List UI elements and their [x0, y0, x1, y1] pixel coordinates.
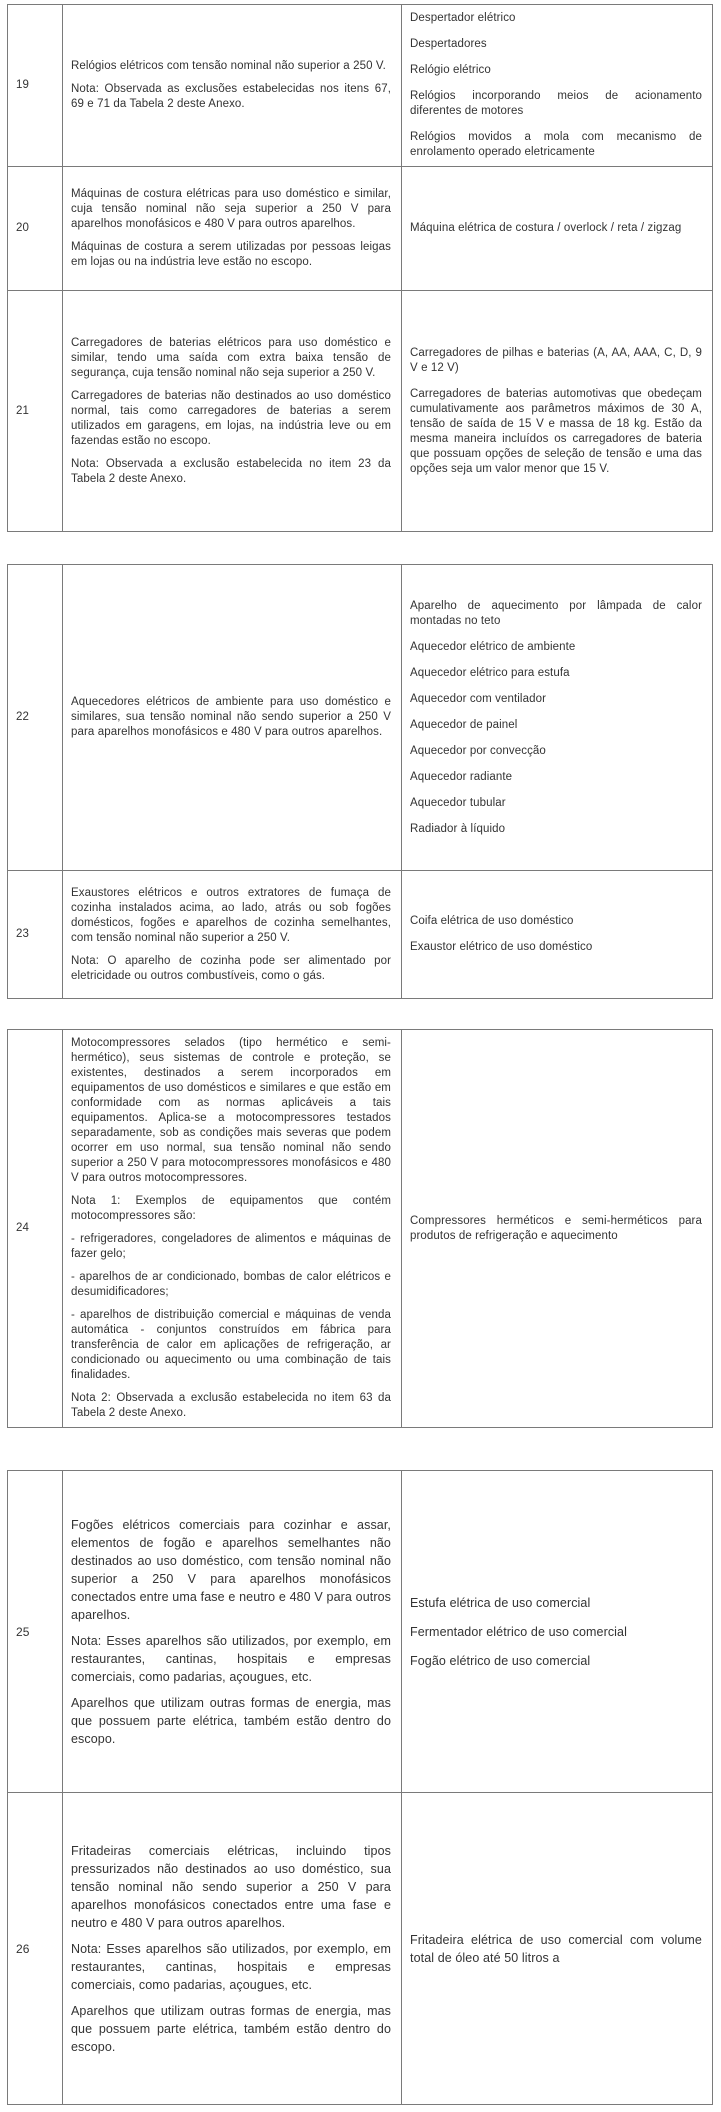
product-item: Coifa elétrica de uso doméstico: [410, 915, 574, 927]
item-products: [402, 871, 713, 999]
table-row-20: [8, 167, 713, 291]
product-item: Radiador à líquido: [410, 822, 506, 835]
product-item: Fogão elétrico de uso comercial: [410, 1653, 591, 1668]
description-bullet: - refrigeradores, congeladores de alimentos e máquinas de fazer gelo;: [71, 1233, 391, 1260]
description-note: Nota 2: Observada a exclusão estabelecida no item 63 da Tabela 2 deste Anexo.: [71, 1392, 391, 1419]
table-segment-1: [7, 4, 713, 532]
product-list: [410, 1214, 702, 1244]
item-number: 25: [8, 1471, 63, 1793]
description-note: Nota: Esses aparelhos são utilizados, por exemplo, em restaurantes, cantinas, hospitais e empresas comerciais, como padarias, açougues, etc.: [71, 1941, 391, 1992]
description-note: Nota: Esses aparelhos são utilizados, por exemplo, em restaurantes, cantinas, hospitais e empresas comerciais, como padarias, açougues, etc.: [71, 1633, 391, 1684]
product-item: Relógios movidos a mola com mecanismo de enrolamento operado eletricamente: [410, 131, 702, 158]
table-row-24: [8, 1030, 713, 1428]
item-number: 26: [8, 1793, 63, 2105]
product-item: Relógio elétrico: [410, 64, 491, 76]
table-row-25: [8, 1471, 713, 1793]
description-paragraph: Aquecedores elétricos de ambiente para uso doméstico e similares, sua tensão nominal não sendo superior a 250 V para aparelhos monofásicos e 480 V para outros aparelhos.: [71, 696, 391, 738]
item-description: [63, 565, 402, 871]
table-segment-4: [7, 1470, 713, 2105]
product-item: Aquecedor tubular: [410, 796, 506, 809]
item-description: [63, 871, 402, 999]
table-segment-2: [7, 564, 713, 999]
description-paragraph: Aparelhos que utilizam outras formas de energia, mas que possuem parte elétrica, também estão dentro do escopo.: [71, 2003, 391, 2054]
item-number: 24: [8, 1030, 63, 1428]
item-number: 20: [8, 167, 63, 291]
product-item: Máquina elétrica de costura / overlock / reta / zigzag: [410, 222, 682, 234]
product-item: Compressores herméticos e semi-herméticos para produtos de refrigeração e aquecimento: [410, 1214, 702, 1242]
item-products: [402, 1030, 713, 1428]
product-item: Aquecedor radiante: [410, 770, 513, 783]
product-item: Carregadores de baterias automotivas que obedeçam cumulativamente aos parâmetros máximos de 30 A, tensão de saída de 15 V e massa de 18 kg. Estão da mesma maneira incluídos os carregadores de bateria que possuam opções de seleção de tensão e uma das opções seja um valor menor que 15 V.: [410, 387, 702, 475]
item-number: 19: [8, 5, 63, 167]
item-description: [63, 5, 402, 167]
description-paragraph: Exaustores elétricos e outros extratores de fumaça de cozinha instalados acima, ao lado, atrás ou sob fogões domésticos, fogões e aparelhos de cozinha semelhantes, com tensão nominal não superior a 250 V.: [71, 886, 391, 944]
product-item: Aquecedor de painel: [410, 718, 518, 731]
description-note: Nota: Observada as exclusões estabelecidas nos itens 67, 69 e 71 da Tabela 2 deste Anexo.: [71, 83, 391, 110]
description-note: Nota 1: Exemplos de equipamentos que contém motocompressores são:: [71, 1195, 391, 1222]
product-list: [410, 914, 702, 955]
description-paragraph: Motocompressores selados (tipo hermético e semi-hermético), seus sistemas de controle e proteção, se existentes, destinados a serem incorporados em equipamentos de uso domésticos e similares e que estão em conformidade com as normas aplicáveis a tais equipamentos. Aplica-se a motocompressores testados separadamente, sob as condições mais severas que podem ocorrer em uso normal, sua tensão nominal não sendo superior a 250 V para motocompressores monofásicos e 480 V para outros motocompressores.: [71, 1037, 391, 1184]
product-list: [410, 221, 702, 236]
item-description: [63, 291, 402, 532]
description-paragraph: Relógios elétricos com tensão nominal não superior a 250 V.: [71, 60, 386, 72]
product-list: [410, 599, 702, 837]
description-note: Nota: O aparelho de cozinha pode ser alimentado por eletricidade ou outros combustíveis, como o gás.: [71, 954, 391, 982]
product-item: Fritadeira elétrica de uso comercial com volume total de óleo até 50 litros a: [410, 1932, 702, 1965]
description-paragraph: Aparelhos que utilizam outras formas de energia, mas que possuem parte elétrica, também estão dentro do escopo.: [71, 1695, 391, 1746]
table-row-26: [8, 1793, 713, 2105]
description-paragraph: Máquinas de costura a serem utilizadas por pessoas leigas em lojas ou na indústria leve estão no escopo.: [71, 241, 391, 268]
item-number: 22: [8, 565, 63, 871]
product-item: Aquecedor elétrico para estufa: [410, 666, 570, 679]
item-products: [402, 167, 713, 291]
item-description: [63, 167, 402, 291]
product-list: [410, 346, 702, 477]
description-bullet: - aparelhos de distribuição comercial e máquinas de venda automática - conjuntos construídos em fábrica para transferência de calor em aplicações de refrigeração, ar condicionado ou aquecimento ou uma combinação de tais finalidades.: [71, 1309, 391, 1381]
description-paragraph: Fritadeiras comerciais elétricas, incluindo tipos pressurizados não destinados ao uso doméstico, sua tensão nominal não sendo superior a 250 V para aparelhos monofásicos conectados entre uma fase e neutro e 480 V para outros aparelhos.: [71, 1843, 391, 1930]
description-paragraph: Máquinas de costura elétricas para uso doméstico e similar, cuja tensão nominal não seja superior a 250 V para aparelhos monofásicos e 480 V para outros aparelhos.: [71, 188, 391, 230]
product-item: Fermentador elétrico de uso comercial: [410, 1624, 627, 1639]
item-products: [402, 565, 713, 871]
item-products: [402, 1471, 713, 1793]
description-bullet: - aparelhos de ar condicionado, bombas de calor elétricos e desumidificadores;: [71, 1271, 391, 1298]
product-item: Carregadores de pilhas e baterias (A, AA, AAA, C, D, 9 V e 12 V): [410, 346, 702, 374]
product-item: Aquecedor com ventilador: [410, 692, 547, 705]
product-list: [410, 1931, 702, 1967]
table-segment-3: [7, 1029, 713, 1428]
item-description: [63, 1030, 402, 1428]
description-note: Nota: Observada a exclusão estabelecida no item 23 da Tabela 2 deste Anexo.: [71, 457, 391, 485]
item-description: [63, 1471, 402, 1793]
product-item: Relógios incorporando meios de acionamento diferentes de motores: [410, 90, 702, 117]
item-products: [402, 291, 713, 532]
description-paragraph: Carregadores de baterias não destinados ao uso doméstico normal, tais como carregadores de baterias a serem utilizados em garagens, em lojas, na indústria leve ou em fazendas estão no escopo.: [71, 389, 391, 447]
item-description: [63, 1793, 402, 2105]
description-paragraph: Carregadores de baterias elétricos para uso doméstico e similar, tendo uma saída com extra baixa tensão de segurança, cuja tensão nominal não seja superior a 250 V.: [71, 336, 391, 379]
product-item: Aquecedor por convecção: [410, 744, 546, 757]
product-list: [410, 1594, 702, 1670]
item-products: [402, 5, 713, 167]
item-products: [402, 1793, 713, 2105]
product-item: Exaustor elétrico de uso doméstico: [410, 941, 593, 953]
item-number: 21: [8, 291, 63, 532]
table-row-22: [8, 565, 713, 871]
table-row-19: [8, 5, 713, 167]
product-item: Estufa elétrica de uso comercial: [410, 1595, 591, 1610]
product-item: Despertador elétrico: [410, 12, 516, 24]
product-item: Despertadores: [410, 38, 487, 50]
product-list: [410, 11, 702, 160]
item-number: 23: [8, 871, 63, 999]
table-row-23: [8, 871, 713, 999]
table-row-21: [8, 291, 713, 532]
product-item: Aparelho de aquecimento por lâmpada de calor montadas no teto: [410, 599, 702, 627]
description-paragraph: Fogões elétricos comerciais para cozinhar e assar, elementos de fogão e aparelhos semelhantes não destinados ao uso doméstico, com tensão nominal não superior a 250 V para aparelhos monofásicos conectados entre uma fase e neutro e 480 V para outros aparelhos.: [71, 1517, 391, 1622]
product-item: Aquecedor elétrico de ambiente: [410, 640, 576, 653]
